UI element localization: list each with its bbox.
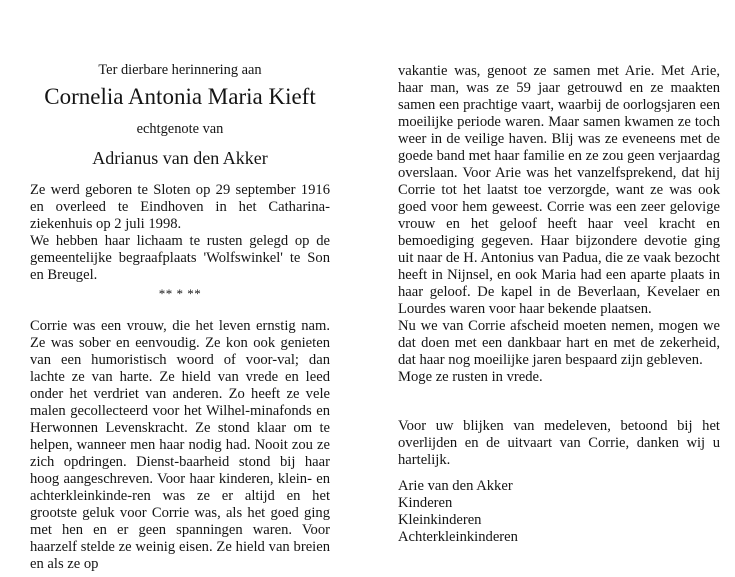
rest-in-peace: Moge ze rusten in vrede. <box>398 369 543 385</box>
burial-paragraph: We hebben haar lichaam te rusten gelegd op de gemeentelijke begraafplaats 'Wolfswinkel' te Son en Breugel. <box>30 233 330 283</box>
signature-line: Kleinkinderen <box>398 512 482 528</box>
signature-line: Kinderen <box>398 495 453 511</box>
farewell-paragraph: Nu we van Corrie afscheid moeten nemen, mogen we dat doen met een dankbaar hart en met de zekerheid, dat haar nog moeilijke jaren bespaard zijn gebleven. <box>398 318 720 368</box>
intro-line: Ter dierbare herinnering aan <box>98 62 262 78</box>
biography-paragraph: Corrie was een vrouw, die het leven ernstig nam. Ze was sober en eenvoudig. Ze kon ook genieten van een humoristisch woord of voor-val; dan lachte ze van harte. Ze hield van vrede en leed onder het verdriet van anderen. Zo heeft ze vele malen gecollecteerd voor het Wilhel-minafonds en Herwonnen Levenskracht. Ze stond klaar om te helpen, wanneer men haar nodig had. Nooit zou ze zich opdringen. Dienst-baarheid stond bij haar hoog aangeschreven. Voor haar kinderen, klein- en achterkleinkinde-ren was ze er altijd en het grootste geluk voor Corrie was, als het goed ging met hen en er geen spanningen waren. Voor haarzelf stelde ze weinig eisen. Ze hield van breien en als ze op <box>30 318 330 572</box>
signature-line: Arie van den Akker <box>398 478 513 494</box>
biography-continued: vakantie was, genoot ze samen met Arie. Met Arie, haar man, was ze 59 jaar getrouwd en ze maakten samen een prachtige vaart, waarbij de oorlogsjaren een moeilijke periode waren. Maar samen kwamen ze toch weer in de veilige haven. Blij was ze eveneens met de goede band met haar familie en ze zou geen verjaardag overslaan. Voor Arie was het vanzelfsprekend, dat hij Corrie tot het laatst toe verzorgde, want ze was ook goed voor hem geweest. Corrie was een zeer gelovige vrouw en het geloof heeft haar veel kracht en bemoediging gegeven. Haar bijzondere devotie ging uit naar de H. Antonius van Padua, die ze vaak bezocht heeft in Nijnsel, en ook Maria had een aparte plaats in haar geloof. De kapel in de Beverlaan, Kevelaer en Lourdes waren voor haar bekende plaatsen. <box>398 63 720 317</box>
deceased-name: Cornelia Antonia Maria Kieft <box>44 84 316 109</box>
spouse-intro: echtgenote van <box>136 121 224 137</box>
birth-death-paragraph: Ze werd geboren te Sloten op 29 september 1916 en overleed te Eindhoven in het Catharina-ziekenhuis op 2 juli 1998. <box>30 182 330 232</box>
separator: ** * ** <box>158 286 202 301</box>
signature-line: Achterkleinkinderen <box>398 529 518 545</box>
thanks-paragraph: Voor uw blijken van medeleven, betoond bij het overlijden en de uitvaart van Corrie, danken wij u hartelijk. <box>398 418 720 468</box>
spouse-name: Adrianus van den Akker <box>92 148 268 168</box>
